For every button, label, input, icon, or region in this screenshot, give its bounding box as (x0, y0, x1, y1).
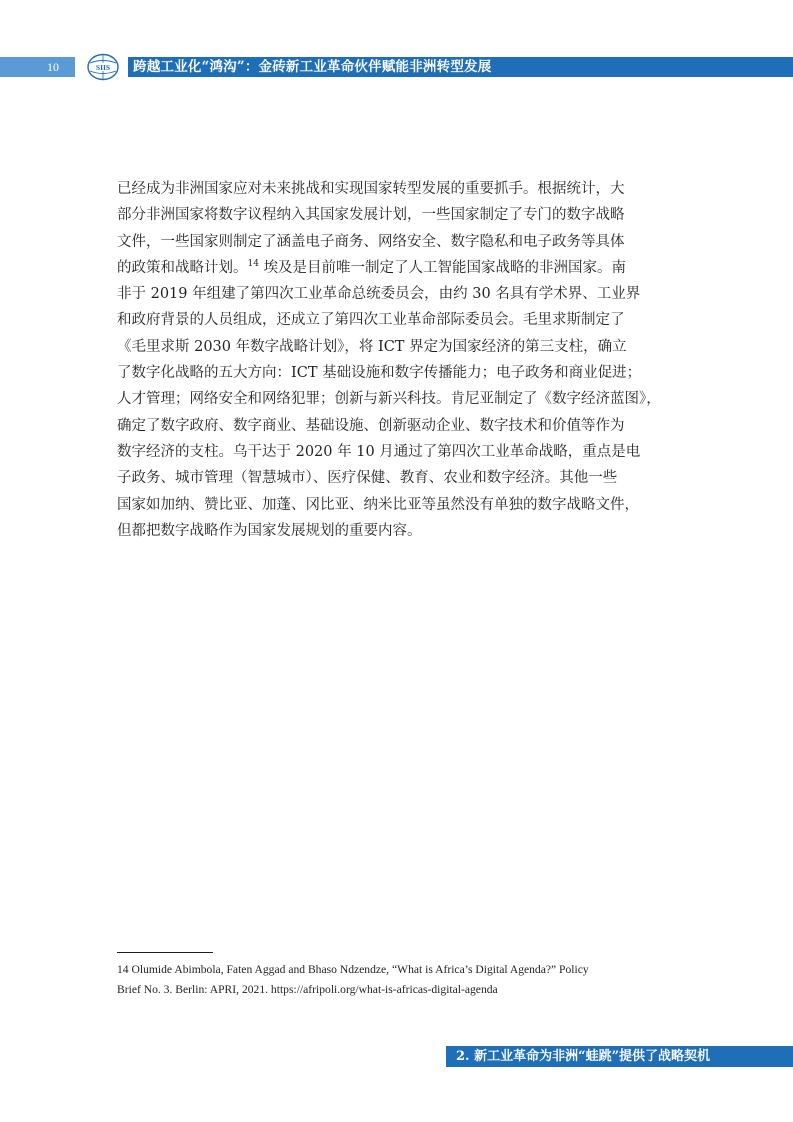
body-line: 子政务、城市管理（智慧城市）、医疗保健、教育、农业和数字经济。其他一些 (117, 470, 618, 487)
footnote-divider (117, 952, 213, 953)
body-line: 部分非洲国家将数字议程纳入其国家发展计划，一些国家制定了专门的数字战略 (117, 207, 625, 224)
body-line: 但都把数字战略作为国家发展规划的重要内容。 (117, 522, 422, 539)
logo-text: SIIS (95, 63, 111, 72)
body-line: 文件，一些国家则制定了涵盖电子商务、网络安全、数字隐私和电子政务等具体 (117, 233, 625, 250)
page-number: 10 (47, 60, 59, 74)
body-line: 确定了数字政府、数字商业、基础设施、创新驱动企业、数字技术和价值等作为 (117, 417, 625, 434)
body-line: 已经成为非洲国家应对未来挑战和实现国家转型发展的重要抓手。根据统计，大 (117, 181, 625, 197)
footer-section-title: 2. 新工业革命为非洲“蛙跳”提供了战略契机 (456, 1049, 711, 1064)
body-line: 《毛里求斯 2030 年数字战略计划》，将 ICT 界定为国家经济的第三支柱，确立 (117, 338, 627, 355)
footnote-ref-14[interactable]: 14 (247, 259, 259, 270)
footnote-line: 14 Olumide Abimbola, Faten Aggad and Bhaso Ndzendze, “What is Africa’s Digital Agenda?” Policy (117, 963, 589, 976)
body-line-part: 的政策和战略计划。 (117, 259, 248, 276)
body-line: 数字经济的支柱。乌干达于 2020 年 10 月通过了第四次工业革命战略，重点是电 (117, 443, 641, 460)
body-paragraph (117, 176, 659, 544)
footnote (117, 960, 662, 1000)
body-line: 和政府背景的人员组成，还成立了第四次工业革命部际委员会。毛里求斯制定了 (117, 312, 625, 329)
body-line: 了数字化战略的五大方向：ICT 基础设施和数字传播能力；电子政务和商业促进； (117, 365, 642, 382)
body-line: 人才管理；网络安全和网络犯罪；创新与新兴科技。肯尼亚制定了《数字经济蓝图》， (117, 391, 661, 408)
body-line: 非于 2019 年组建了第四次工业革命总统委员会，由约 30 名具有学术界、工业界 (117, 286, 641, 303)
footnote-line[interactable]: Brief No. 3. Berlin: APRI, 2021. https://afripoli.org/what-is-africas-digital-agenda (117, 983, 498, 996)
body-line: 国家如加纳、赞比亚、加蓬、冈比亚、纳米比亚等虽然没有单独的数字战略文件， (117, 496, 639, 513)
siis-logo-icon (86, 52, 120, 82)
body-line (117, 255, 659, 281)
running-header-title: 跨越工业化“鸿沟”：金砖新工业革命伙伴赋能非洲转型发展 (133, 59, 492, 75)
body-line-part: 埃及是目前唯一制定了人工智能国家战略的非洲国家。南 (263, 259, 627, 276)
header-left-bar (0, 57, 75, 77)
